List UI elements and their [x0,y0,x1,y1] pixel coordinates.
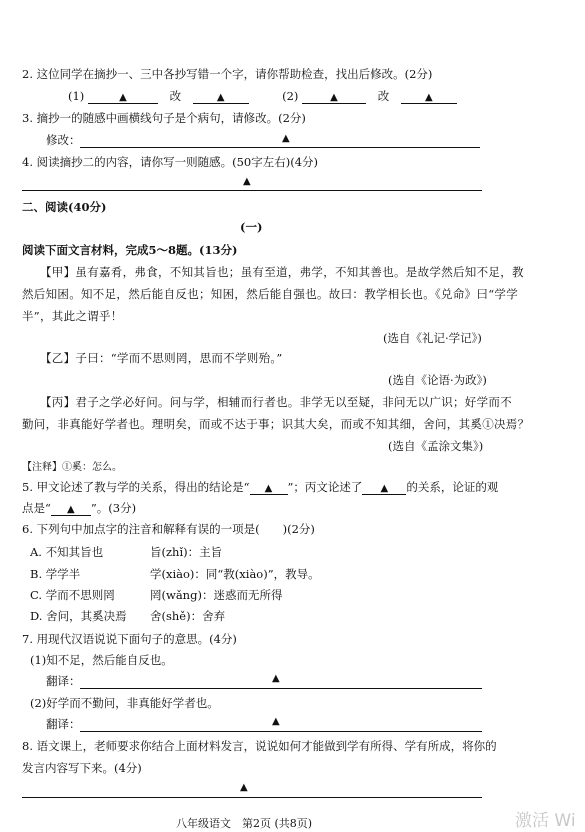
q7-answer-line-1[interactable] [80,688,482,689]
question-2-text: 2. 这位同学在摘抄一、三中各抄写错一个字，请你帮助检查，找出后修改。(2分) [22,67,433,81]
q7-translate-label-2: 翻译： [46,717,81,731]
q5-relation-blank[interactable]: ▲ [362,482,406,495]
q7-answer-marker-2: ▲ [272,716,280,727]
q6-option-b-explain: 学(xiào)：同“教(xiào)”，教导。 [150,567,320,581]
q5-viewpoint-blank[interactable]: ▲ [51,503,91,516]
q8-answer-marker: ▲ [240,782,248,793]
q6-option-a-explain: 旨(zhǐ)：主旨 [150,545,223,559]
question-6-text: 6. 下列句中加点字的注音和解释有误的一项是( )(2分) [22,522,315,536]
q7-answer-line-2[interactable] [80,731,482,732]
q2-item1-wrong-blank[interactable]: ▲ [88,91,158,104]
question-4-text: 4. 阅读摘抄二的内容，请你写一则随感。(50字左右)(4分) [22,155,319,169]
section-2-title: 二、阅读(40分) [22,200,107,214]
question-5-line-2: 点是“ ▲ ”。(3分) [22,501,137,515]
q4-answer-line[interactable] [22,190,482,191]
q7-sentence-1: (1)知不足，然后能自反也。 [30,653,173,667]
question-7-text: 7. 用现代汉语说说下面句子的意思。(4分) [22,632,237,646]
passage-bing-source: (选自《孟涂文集》) [388,439,484,453]
q6-option-b-label: B. 学学半 [30,567,81,581]
q5-conclusion-blank[interactable]: ▲ [250,482,288,495]
question-2-answers [68,91,457,104]
q6-option-d-explain: 舍(shě)：舍弃 [150,609,226,623]
q8-answer-line[interactable] [22,797,482,798]
q4-answer-marker: ▲ [243,176,251,187]
q6-option-c-label: C. 学而不思则罔 [30,588,115,602]
passage-jia-line-1: 【甲】虽有嘉肴，弗食，不知其旨也；虽有至道，弗学，不知其善也。是故学然后知不足，教 [40,265,524,279]
passage-bing-line-1: 【丙】君子之学必好问。问与学，相辅而行者也。非学无以至疑，非问无以广识；好学而不 [40,395,512,409]
q2-item2-correct-blank[interactable]: ▲ [401,91,457,104]
q6-option-c-explain: 罔(wǎng)：迷惑而无所得 [150,588,283,602]
q7-translate-label-1: 翻译： [46,674,81,688]
passage-yi-line-1: 【乙】子曰：“学而不思则罔，思而不学则殆。” [40,351,283,365]
passage-yi-source: (选自《论语·为政》) [388,373,487,387]
q3-answer-marker: ▲ [282,133,290,144]
passage-bing-line-2: 勤问，非真能好学者也。理明矣，而或不达于事；识其大矣，而或不知其细，舍问，其奚①决焉？ [22,417,530,431]
question-8-line-1: 8. 语文课上，老师要求你结合上面材料发言，说说如何才能做到学有所得、学有所成，将你的 [22,739,497,753]
question-3-text: 3. 摘抄一的随感中画横线句子是个病句，请修改。(2分) [22,111,306,125]
section-2-subtitle: (一) [240,220,263,234]
question-5-line-1: 5. 甲文论述了教与学的关系，得出的结论是“ ▲ ”；丙文论述了 ▲ 的关系，论证的观 [22,480,499,494]
q6-option-a-label: A. 不知其旨也 [30,545,104,559]
passage-jia-line-2: 然后知困。知不足，然后能自反也；知困，然后能自强也。故曰：教学相长也。《兑命》曰“学学 [22,287,519,301]
page-footer: 八年级语文 第2页 (共8页) [176,817,313,830]
annotation-note: 【注释】①奚：怎么。 [22,462,122,473]
q6-option-d-label: D. 舍问，其奚决焉 [30,609,127,623]
q7-sentence-2: (2)好学而不勤问，非真能好学者也。 [30,696,219,710]
passage-jia-source: (选自《礼记·学记》) [383,331,482,345]
q7-answer-marker-1: ▲ [272,673,280,684]
q2-item1-number: (1) [68,89,85,103]
q3-revise-label: 修改： [46,133,81,147]
q2-item2-number: (2) [282,89,299,103]
activation-watermark: 激活 Wi [515,811,576,831]
question-8-line-2: 发言内容写下来。(4分) [22,761,142,775]
q2-item1-correct-blank[interactable]: ▲ [193,91,249,104]
q3-answer-line[interactable] [80,147,480,148]
q2-item2-gai: 改 [377,89,390,103]
q2-item1-gai: 改 [169,89,182,103]
passage-jia-line-3: 半”，其此之谓乎！ [22,309,123,323]
q2-item2-wrong-blank[interactable]: ▲ [302,91,366,104]
reading-instruction: 阅读下面文言材料，完成5～8题。(13分) [22,243,238,257]
